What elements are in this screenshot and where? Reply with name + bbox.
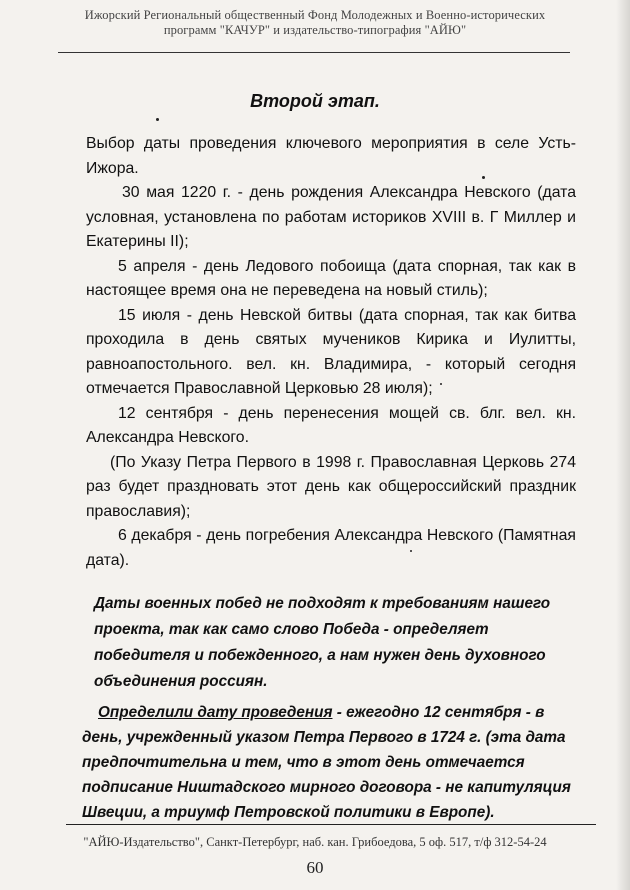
paragraph: Выбор даты проведения ключевого мероприятия в селе Усть-Ижора. xyxy=(86,135,576,177)
scan-speck xyxy=(440,383,442,385)
header-line-2: программ "КАЧУР" и издательство-типография "АЙЮ" xyxy=(163,23,467,37)
paragraph: 5 апреля - день Ледового побоища (дата спорная, так как в настоящее время она не переведена на новый стиль); xyxy=(86,257,576,299)
decision-underlined: Определили дату проведения xyxy=(98,704,333,721)
section-title: Второй этап. xyxy=(250,91,380,111)
decision-paragraph xyxy=(82,700,582,825)
scan-speck xyxy=(156,118,159,121)
scan-speck xyxy=(410,550,412,552)
paragraph: 15 июля - день Невской битвы (дата спорная, так как битва проходила в день святых мучеников Кирика и Иулитты, равноапостольного. вел. кн. Владимира, - который сегодня отмечается Православной Церковью 28 июля); xyxy=(86,306,576,397)
decision-text: - ежегодно 12 сентября - в день, учрежденный указом Петра Первого в 1724 г. (эта дата предпочтительна и тем, что в этот день отмечается подписание Ништадского мирного договора - не капитуляция Швеции, а триумф Петровской политики в Европе). xyxy=(82,704,571,821)
scan-speck xyxy=(482,176,485,179)
decision-underline-rule xyxy=(66,824,596,825)
emphasis-paragraph: Даты военных побед не подходят к требованиям нашего проекта, так как само слово Победа - определяет победителя и побежденного, а нам нужен день духовного объединения россиян. xyxy=(94,595,551,690)
page-footer: "АЙЮ-Издательство", Санкт-Петербург, наб. кан. Грибоедова, 5 оф. 517, т/ф 312-54-24 xyxy=(83,835,547,849)
page-edge-shadow xyxy=(616,0,630,890)
paragraph: 30 мая 1220 г. - день рождения Александра Невского (дата условная, установлена по работам историков XVIII в. Г Миллер и Екатерины II); xyxy=(86,184,576,250)
paragraph: 6 декабря - день погребения Александра Невского (Памятная дата). xyxy=(86,527,576,569)
body-text xyxy=(86,132,576,573)
paragraph: 12 сентября - день перенесения мощей св. блг. вел. кн. Александра Невского. xyxy=(86,404,576,446)
header-divider xyxy=(58,52,570,53)
page-header xyxy=(40,8,590,38)
page-number: 60 xyxy=(306,858,324,877)
header-line-1: Ижорский Региональный общественный Фонд Молодежных и Военно-исторических xyxy=(84,8,546,22)
paragraph: (По Указу Петра Первого в 1998 г. Православная Церковь 274 раз будет праздновать этот день как общероссийский праздник православия); xyxy=(86,453,576,520)
